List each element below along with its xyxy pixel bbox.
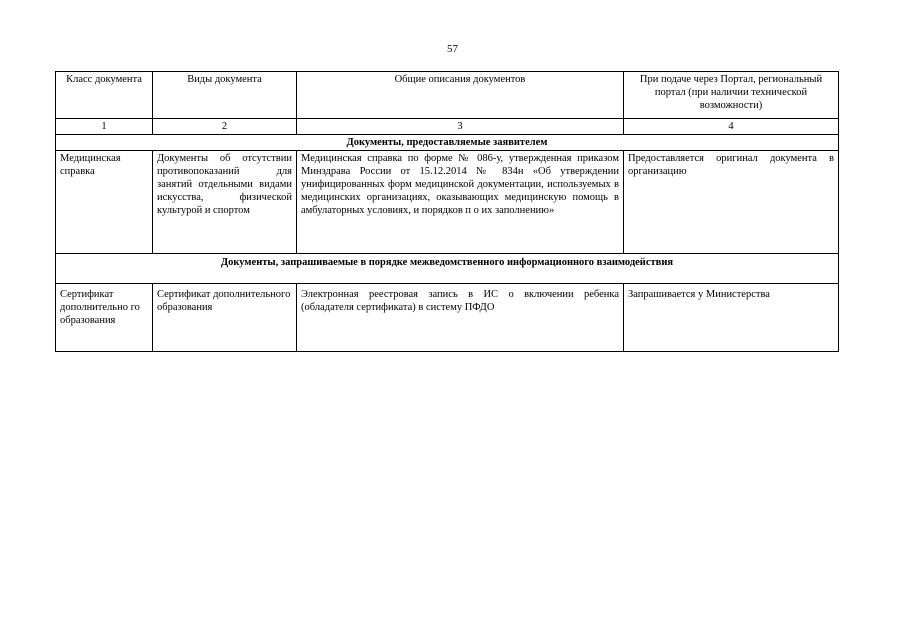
- cell-doc-type: Сертификат дополнительного образования: [153, 284, 297, 352]
- column-number: 3: [297, 119, 624, 135]
- column-number-row: [56, 119, 839, 135]
- cell-description: Электронная реестровая запись в ИС о включении ребенка (обладателя сертификата) в систему ПФДО: [297, 284, 624, 352]
- header-description: Общие описания документов: [297, 72, 624, 119]
- page-number: 57: [447, 43, 458, 55]
- cell-doc-class: Медицинская справка: [56, 151, 153, 254]
- cell-portal: Предоставляется оригинал документа в организацию: [624, 151, 839, 254]
- table-header-row: [56, 72, 839, 119]
- cell-description: Медицинская справка по форме № 086-у, утвержденная приказом Минздрава России от 15.12.2014 № 834н «Об утверждении унифицированных форм медицинской документации, используемых в медицинских организациях, оказывающих медицинскую помощь в амбулаторных условиях, и порядков п о их заполнению»: [297, 151, 624, 254]
- column-number: 1: [56, 119, 153, 135]
- header-doc-type: Виды документа: [153, 72, 297, 119]
- column-number: 4: [624, 119, 839, 135]
- cell-doc-type: Документы об отсутствии противопоказаний для занятий отдельными видами искусства, физической культурой и спортом: [153, 151, 297, 254]
- section-title-applicant-documents: Документы, предоставляемые заявителем: [56, 135, 839, 151]
- section-row: [56, 135, 839, 151]
- cell-doc-class: Сертификат дополнительно го образования: [56, 284, 153, 352]
- cell-portal: Запрашивается у Министерства: [624, 284, 839, 352]
- section-row: [56, 254, 839, 284]
- documents-table: [55, 71, 839, 352]
- header-doc-class: Класс документа: [56, 72, 153, 119]
- table-row: [56, 151, 839, 254]
- section-title-interagency-documents: Документы, запрашиваемые в порядке межведомственного информационного взаимодействия: [56, 254, 839, 284]
- column-number: 2: [153, 119, 297, 135]
- table-row: [56, 284, 839, 352]
- header-portal: При подаче через Портал, региональный портал (при наличии технической возможности): [624, 72, 839, 119]
